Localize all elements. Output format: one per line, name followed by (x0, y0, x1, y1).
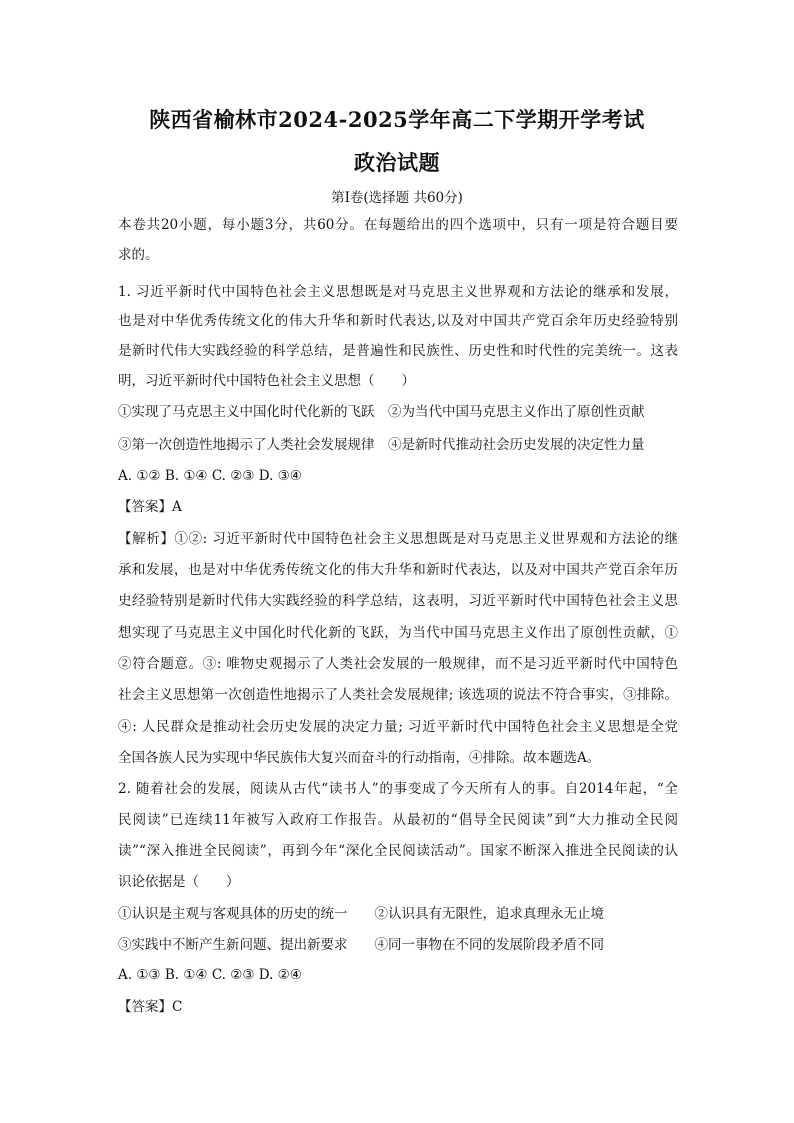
intro-line: 求的。 (118, 247, 159, 263)
question-1-analysis: 想实现了马克思主义中国化时代化新的飞跃，为当代中国马克思主义作出了原创性贡献，① (118, 625, 678, 641)
question-2-stem: 2. 随着社会的发展，阅读从古代“读书人”的事变成了今天所有人的事。自2014年起，“全 (118, 781, 678, 797)
question-1-analysis: ④: 人民群众是推动社会历史发展的决定力量; 习近平新时代中国特色社会主义思想是全党 (118, 719, 678, 735)
question-1-option-row: ①实现了马克思主义中国化时代化新的飞跃 ②为当代中国马克思主义作出了原创性贡献 (118, 404, 645, 420)
question-2-option-row: ③实践中不断产生新问题、提出新要求 ④同一事物在不同的发展阶段矛盾不同 (118, 937, 604, 953)
question-1-analysis: 全国各族人民为实现中华民族伟大复兴而奋斗的行动指南，④排除。故本题选A。 (118, 750, 601, 766)
question-1-choices: A. ①② B. ①④ C. ②③ D. ③④ (118, 468, 302, 484)
question-1-analysis: 承和发展，也是对中华优秀传统文化的伟大升华和新时代表达，以及对中国共产党百余年历 (118, 562, 678, 578)
document-subtitle: 政治试题 (354, 150, 440, 175)
question-2-stem: 识论依据是（ ） (118, 874, 240, 890)
question-2-stem: 民阅读”已连续11年被写入政府工作报告。从最初的“倡导全民阅读”到“大力推动全民阅 (118, 812, 678, 828)
document-title: 陕西省榆林市2024-2025学年高二下学期开学考试 (149, 107, 645, 132)
question-1-stem: 也是对中华优秀传统文化的伟大升华和新时代表达,以及对中国共产党百余年历史经验特别 (118, 313, 678, 329)
question-2-stem: 读”“深入推进全民阅读”，再到今年“深化全民阅读活动”。国家不断深入推进全民阅读的认 (118, 843, 678, 859)
intro-line: 本卷共20小题，每小题3分，共60分。在每题给出的四个选项中，只有一项是符合题目要 (118, 217, 678, 233)
question-1-analysis: 史经验特别是新时代伟大实践经验的科学总结，这表明，习近平新时代中国特色社会主义思 (118, 593, 678, 609)
question-1-analysis: ②符合题意。③: 唯物史观揭示了人类社会发展的一般规律，而不是习近平新时代中国特色 (118, 656, 678, 672)
question-1-option-row: ③第一次创造性地揭示了人类社会发展规律 ④是新时代推动社会历史发展的决定性力量 (118, 437, 645, 453)
question-2-option-row: ①认识是主观与客观具体的历史的统一 ②认识具有无限性，追求真理永无止境 (118, 906, 604, 922)
question-1-answer: 【答案】A (118, 499, 182, 515)
question-2-answer: 【答案】C (118, 999, 183, 1015)
question-1-stem: 明，习近平新时代中国特色社会主义思想（ ） (118, 373, 415, 389)
question-1-analysis: 【解析】①②: 习近平新时代中国特色社会主义思想既是对马克思主义世界观和方法论的继 (118, 531, 678, 547)
question-1-stem: 是新时代伟大实践经验的科学总结，是普遍性和民族性、历史性和时代性的完美统一。这表 (118, 343, 678, 359)
question-2-choices: A. ①③ B. ①④ C. ②③ D. ②④ (118, 967, 302, 983)
section-heading: 第Ⅰ卷(选择题 共60分) (331, 190, 463, 206)
question-1-analysis: 社会主义思想第一次创造性地揭示了人类社会发展规律; 该选项的说法不符合事实，③排除。 (118, 687, 678, 703)
question-1-stem: 1. 习近平新时代中国特色社会主义思想既是对马克思主义世界观和方法论的继承和发展， (118, 284, 678, 300)
